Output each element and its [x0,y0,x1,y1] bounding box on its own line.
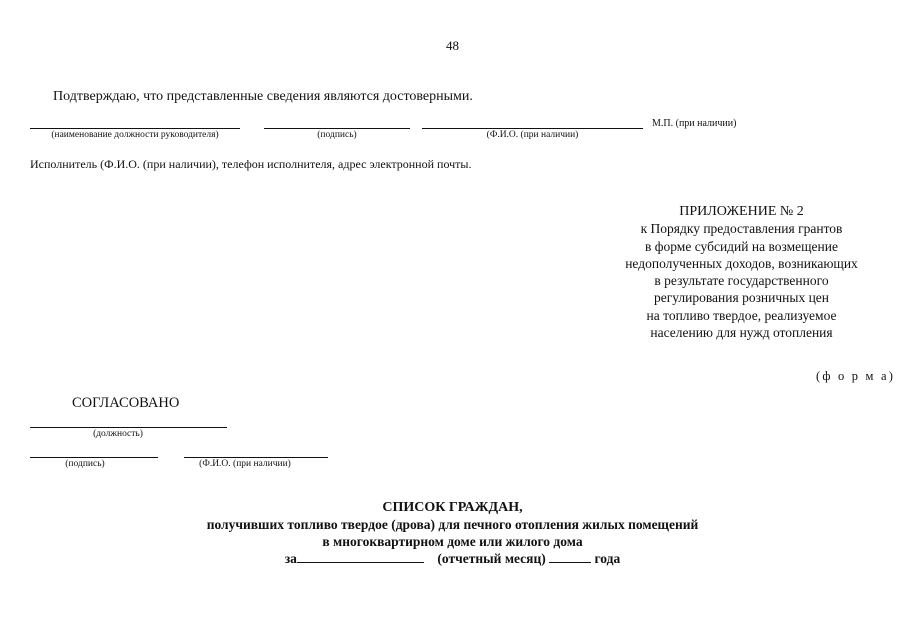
appendix-line: регулирования розничных цен [653,290,830,306]
period-suffix: года [594,551,621,566]
approval-heading: СОГЛАСОВАНО [72,395,180,411]
appendix-line: населению для нужд отопления [650,325,833,341]
confirmation-statement: Подтверждаю, что представленные сведения являются достоверными. [53,89,473,104]
period-prefix: за [284,551,297,566]
year-blank [549,550,591,563]
name-line [422,128,643,129]
period-middle: (отчетный месяц) [437,551,546,566]
approval-name-line [184,457,328,458]
appendix-line: недополученных доходов, возникающих [625,255,858,271]
list-subtitle-line: в многоквартирном доме или жилого дома [322,534,583,549]
approval-signature-line [30,457,158,458]
approval-signature-caption: (подпись) [65,459,105,469]
appendix-line: на топливо твердое, реализуемое [646,307,837,323]
signature-line [264,128,410,129]
page-number: 48 [446,38,459,53]
approval-name-caption: (Ф.И.О. (при наличии) [199,459,291,469]
appendix-line: в результате государственного [654,273,829,289]
list-title: СПИСОК ГРАЖДАН, [382,500,523,515]
approval-position-caption: (должность) [93,429,143,439]
position-caption: (наименование должности руководителя) [51,130,219,140]
executor-info: Исполнитель (Ф.И.О. (при наличии), телефон исполнителя, адрес электронной почты. [30,157,472,171]
list-subtitle-line: получивших топливо твердое (дрова) для печного отопления жилых помещений [206,517,699,532]
appendix-title: ПРИЛОЖЕНИЕ № 2 [679,204,804,219]
appendix-line: в форме субсидий на возмещение [645,238,838,254]
appendix-line: к Порядку предоставления грантов [640,221,843,237]
position-line [30,128,240,129]
name-caption: (Ф.И.О. (при наличии) [486,130,579,140]
approval-position-line [30,427,227,428]
form-label: (ф о р м а) [816,369,896,383]
list-heading [0,499,905,567]
reporting-period-line [285,550,621,567]
month-blank [297,550,424,563]
appendix-block [600,203,883,341]
seal-label: М.П. (при наличии) [652,118,737,129]
signature-caption: (подпись) [317,130,357,140]
